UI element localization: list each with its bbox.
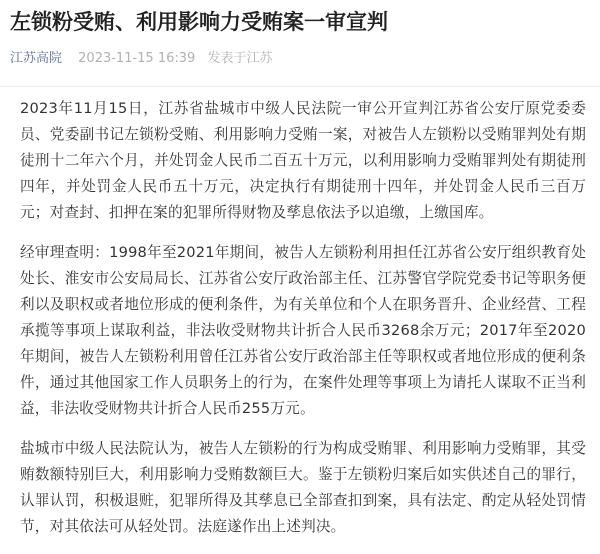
article-body (20, 96, 586, 554)
paragraph-verdict: 2023年11月15日，江苏省盐城市中级人民法院一审公开宣判江苏省公安厅原党委委员、党委副书记左锁粉受贿、利用影响力受贿一案，对被告人左锁粉以受贿罪判处有期徒刑十二年六个月，并处罚金人民币二百五十万元，以利用影响力受贿罪判处有期徒刑四年，并处罚金人民币五十万元，决定执行有期徒刑十四年，并处罚金人民币三百万元；对查封、扣押在案的犯罪所得财物及孳息依法予以追缴，上缴国库。 (20, 100, 586, 221)
publish-time: 2023-11-15 16:39 (78, 51, 196, 66)
paragraph-findings: 经审理查明：1998年至2021年期间，被告人左锁粉利用担任江苏省公安厅组织教育处处长、淮安市公安局局长、江苏省公安厅政治部主任、江苏警官学院党委书记等职务便利以及职权或者地位形成的便利条件，为有关单位和个人在职务晋升、企业经营、工程承揽等事项上谋取利益，非法收受财物共计折合人民币3268余万元；2017年至2020年期间，被告人左锁粉利用曾任江苏省公安厅政治部主任等职权或者地位形成的便利条件，通过其他国家工作人员职务上的行为，在案件处理等事项上为请托人谋取不正当利益，非法收受财物共计折合人民币255万元。 (20, 244, 586, 417)
header-divider (0, 86, 600, 87)
article-meta (10, 50, 272, 68)
account-name-link[interactable]: 江苏高院 (10, 51, 63, 66)
article-title: 左锁粉受贿、利用影响力受贿案一审宣判 (10, 10, 388, 34)
paragraph-ruling: 盐城市中级人民法院认为，被告人左锁粉的行为构成受贿罪、利用影响力受贿罪，其受贿数额特别巨大，利用影响力受贿数额巨大。鉴于左锁粉归案后如实供述自己的罪行，认罪认罚，积极退赃，犯罪所得及其孳息已全部查扣到案，具有法定、酌定从轻处罚情节，对其依法可从轻处罚。法庭遂作出上述判决。 (20, 440, 586, 535)
publish-location: 发表于江苏 (207, 51, 273, 66)
